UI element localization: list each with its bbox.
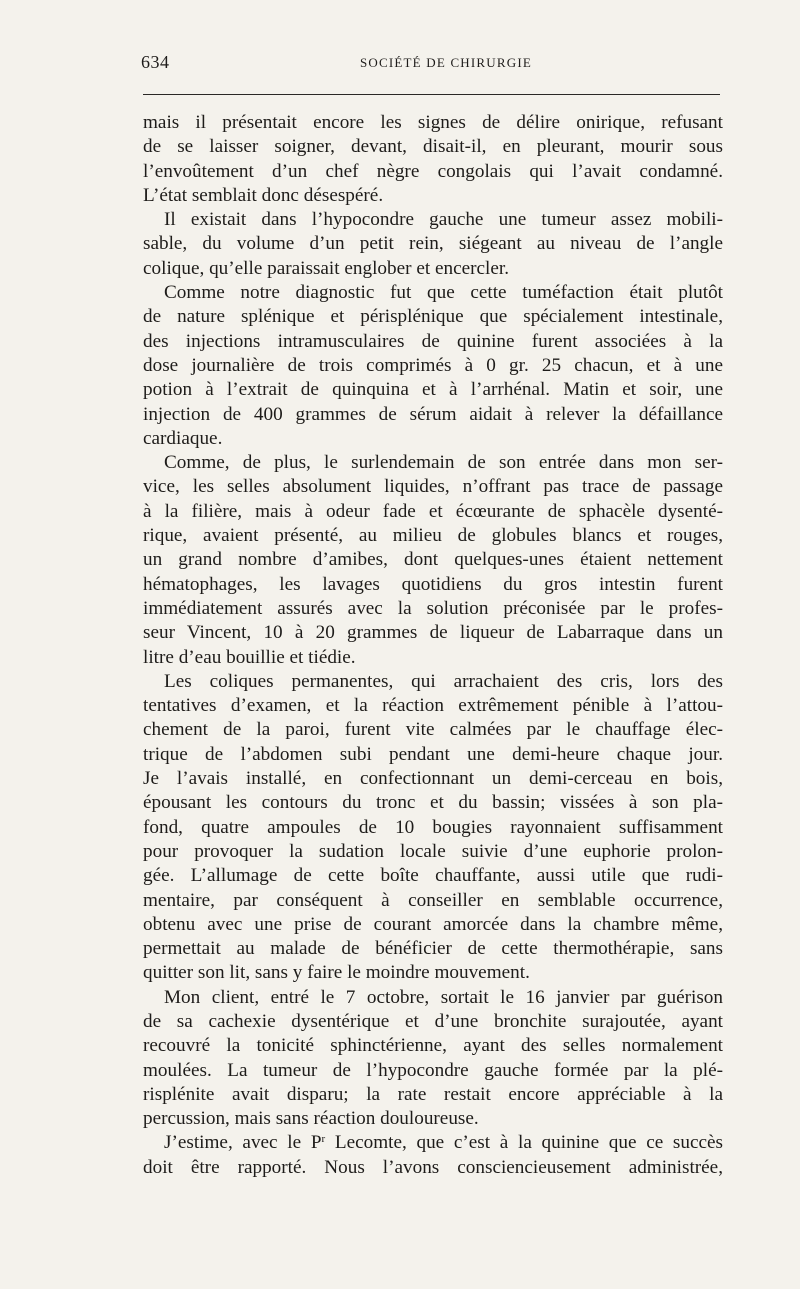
text-line: à la filière, mais à odeur fade et écœurante de sphacèle dysenté- xyxy=(143,500,723,522)
text-line: percussion, mais sans réaction douloureuse. xyxy=(143,1108,479,1130)
text-line: doit être rapporté. Nous l’avons consciencieusement administrée, xyxy=(143,1156,723,1178)
text-line: obtenu avec une prise de courant amorcée dans la chambre même, xyxy=(143,913,723,935)
body-text xyxy=(143,111,723,1180)
paragraph-1 xyxy=(143,111,723,208)
header-rule xyxy=(143,94,720,95)
text-line: mentaire, par conséquent à conseiller en semblable occurrence, xyxy=(143,889,723,911)
text-line: tentatives d’examen, et la réaction extrêmement pénible à l’attou- xyxy=(143,695,723,717)
text-line: épousant les contours du tronc et du bassin; vissées à son pla- xyxy=(143,792,723,814)
text-line: cardiaque. xyxy=(143,427,223,449)
text-line: dose journalière de trois comprimés à 0 gr. 25 chacun, et à une xyxy=(143,354,723,376)
text-line: Comme, de plus, le surlendemain de son entrée dans mon ser- xyxy=(164,452,723,474)
text-line: de sa cachexie dysentérique et d’une bronchite surajoutée, ayant xyxy=(143,1010,723,1032)
text-line: Les coliques permanentes, qui arrachaient des cris, lors des xyxy=(164,670,723,692)
text-line: pour provoquer la sudation locale suivie d’une euphorie prolon- xyxy=(143,840,723,862)
text-line: seur Vincent, 10 à 20 grammes de liqueur de Labarraque dans un xyxy=(143,622,723,644)
paragraph-7 xyxy=(143,1131,723,1180)
text-line: injection de 400 grammes de sérum aidait à relever la défaillance xyxy=(143,403,723,425)
paragraph-3 xyxy=(143,281,723,451)
text-line: quitter son lit, sans y faire le moindre mouvement. xyxy=(143,962,530,984)
text-line: potion à l’extrait de quinquina et à l’arrhénal. Matin et soir, une xyxy=(143,379,723,401)
page-number: 634 xyxy=(141,52,170,72)
text-line: permettait au malade de bénéficier de cette thermothérapie, sans xyxy=(143,938,723,960)
text-line: de nature splénique et périsplénique que spécialement intestinale, xyxy=(143,306,723,328)
text-line: des injections intramusculaires de quinine furent associées à la xyxy=(143,330,723,352)
text-line: moulées. La tumeur de l’hypocondre gauche formée par la plé- xyxy=(143,1059,723,1081)
text-line xyxy=(143,1131,723,1155)
text-line: vice, les selles absolument liquides, n’offrant pas trace de passage xyxy=(143,476,723,498)
text-line: recouvré la tonicité sphinctérienne, ayant des selles normalement xyxy=(143,1035,723,1057)
running-header xyxy=(141,52,721,76)
text-line: chement de la paroi, furent vite calmées par le chauffage élec- xyxy=(143,719,723,741)
text-line: Mon client, entré le 7 octobre, sortait le 16 janvier par guérison xyxy=(164,986,723,1008)
text-line: rique, avaient présenté, au milieu de globules blancs et rouges, xyxy=(143,525,723,547)
paragraph-5 xyxy=(143,670,723,986)
text-line: Comme notre diagnostic fut que cette tuméfaction était plutôt xyxy=(164,282,723,304)
text-line: colique, qu’elle paraissait englober et encercler. xyxy=(143,257,509,279)
paragraph-4 xyxy=(143,451,723,670)
text-line: Je l’avais installé, en confectionnant un demi-cerceau en bois, xyxy=(143,768,723,790)
text-line: sable, du volume d’un petit rein, siégeant au niveau de l’angle xyxy=(143,233,723,255)
text-line: immédiatement assurés avec la solution préconisée par le profes- xyxy=(143,597,723,619)
text-line: hématophages, les lavages quotidiens du gros intestin furent xyxy=(143,573,723,595)
text-line: Il existait dans l’hypocondre gauche une tumeur assez mobili- xyxy=(164,209,723,231)
paragraph-6 xyxy=(143,986,723,1132)
text-line: l’envoûtement d’un chef nègre congolais qui l’avait condamné. xyxy=(143,160,723,182)
paragraph-2 xyxy=(143,208,723,281)
text-fragment: Lecomte, que c’est à la quinine que ce succès xyxy=(325,1132,723,1154)
text-line: trique de l’abdomen subi pendant une demi-heure chaque jour. xyxy=(143,743,723,765)
text-line: litre d’eau bouillie et tiédie. xyxy=(143,646,356,668)
text-line: fond, quatre ampoules de 10 bougies rayonnaient suffisamment xyxy=(143,816,723,838)
running-title: SOCIÉTÉ DE CHIRURGIE xyxy=(359,55,533,70)
text-line: gée. L’allumage de cette boîte chauffante, aussi utile que rudi- xyxy=(143,865,723,887)
text-line: un grand nombre d’amibes, dont quelques-unes étaient nettement xyxy=(143,549,723,571)
text-line: L’état semblait donc désespéré. xyxy=(143,184,384,206)
text-fragment: J’estime, avec le P xyxy=(164,1132,322,1154)
superscript: r xyxy=(321,1133,326,1146)
text-line: mais il présentait encore les signes de délire onirique, refusant xyxy=(143,112,723,133)
text-line: de se laisser soigner, devant, disait-il, en pleurant, mourir sous xyxy=(143,136,723,158)
text-line: risplénite avait disparu; la rate restait encore appréciable à la xyxy=(143,1083,723,1105)
